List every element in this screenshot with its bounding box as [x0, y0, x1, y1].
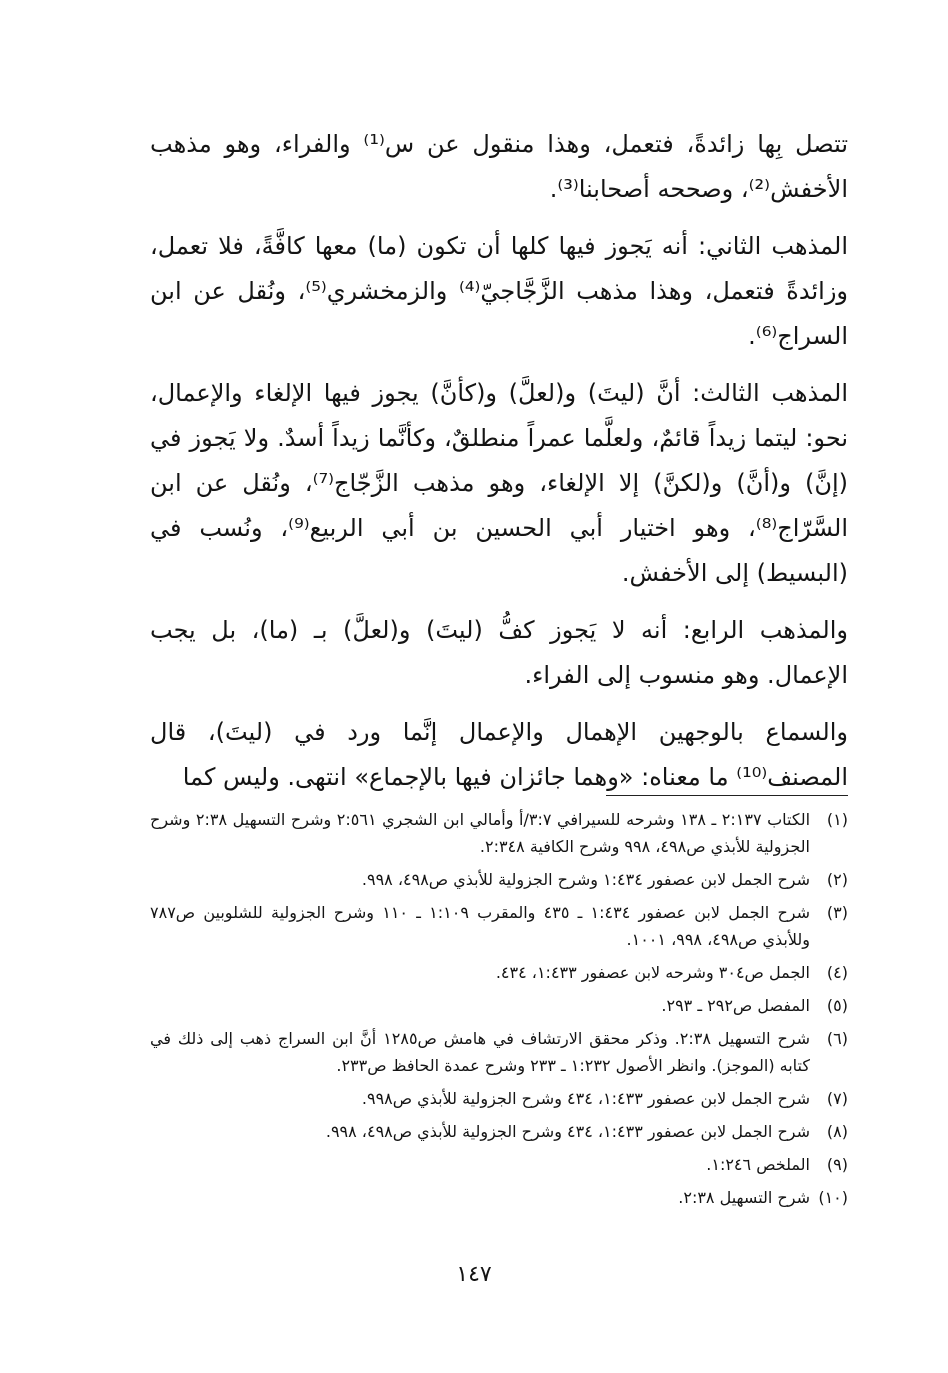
footnote-text: الجمل ص٣٠٤ وشرحه لابن عصفور ١:٤٣٣، ٤٣٤.	[495, 963, 810, 982]
footnote-number: (٢)	[826, 870, 848, 889]
footnote-text: شرح الجمل لابن عصفور ١:٤٣٣، ٤٣٤ وشرح الجزولية للأبذي ص٩٩٨.	[361, 1089, 810, 1108]
footnotes	[150, 806, 848, 1217]
footnote-number: (٩)	[826, 1155, 848, 1174]
footnote-item	[150, 992, 848, 1019]
footnote-text: شرح التسهيل ٢:٣٨.	[678, 1188, 810, 1207]
footnote-text: الملخص ١:٢٤٦.	[706, 1155, 810, 1174]
footnote-item	[150, 1151, 848, 1178]
footnote-item	[150, 1025, 848, 1079]
footnote-text: شرح الجمل لابن عصفور ١:٤٣٤ وشرح الجزولية للأبذي ص٤٩٨، ٩٩٨.	[361, 870, 810, 889]
footnote-number: (٤)	[826, 963, 848, 982]
footnote-item	[150, 1184, 848, 1211]
footnote-item	[150, 1085, 848, 1112]
footnote-number: (١)	[826, 810, 848, 829]
footnote-text: شرح الجمل لابن عصفور ١:٤٣٣، ٤٣٤ وشرح الجزولية للأبذي ص٤٩٨، ٩٩٨.	[325, 1122, 810, 1141]
footnote-number: (٣)	[826, 903, 848, 922]
paragraph: تتصل بِها زائدةً، فتعمل، وهذا منقول عن س⁽¹⁾ والفراء، وهو مذهب الأخفش⁽²⁾، وصححه أصحابنا⁽³⁾.	[150, 130, 848, 203]
footnote-number: (٨)	[826, 1122, 848, 1141]
footnote-item	[150, 959, 848, 986]
main-text	[150, 122, 848, 812]
footnote-text: شرح الجمل لابن عصفور ١:٤٣٤ ـ ٤٣٥ والمقرب ١:١٠٩ ـ ١١٠ وشرح الجزولية للشلوبين ص٧٨٧ وللأبذي ص٤٩٨، ٩٩٨، ١٠٠١.	[150, 903, 811, 949]
page-number: ١٤٧	[456, 1262, 492, 1287]
footnote-number: (٧)	[826, 1089, 848, 1108]
footnote-item	[150, 1118, 848, 1145]
paragraph: والسماع بالوجهين الإهمال والإعمال إنَّما ورد في (ليتَ)، قال المصنف⁽¹⁰⁾ ما معناه: «وهما جائزان فيها بالإجماع» انتهى. وليس كما	[150, 718, 848, 791]
footnote-item	[150, 866, 848, 893]
footnote-separator	[606, 795, 848, 796]
paragraph: المذهب الثاني: أنه يَجوز فيها كلها أن تكون (ما) معها كافَّةً، فلا تعمل، وزائدةً فتعمل، وهذا مذهب الزَّجَّاجيّ⁽⁴⁾ والزمخشري⁽⁵⁾، ونُقل عن ابن السراج⁽⁶⁾.	[150, 232, 848, 350]
footnote-item	[150, 899, 848, 953]
footnote-text: الكتاب ٢:١٣٧ ـ ١٣٨ وشرحه للسيرافي ٣:٧/أ وأمالي ابن الشجري ٢:٥٦١ وشرح التسهيل ٢:٣٨ وشرح الجزولية للأبذي ص٤٩٨، ٩٩٨ وشرح الكافية ٢:٣٤٨.	[150, 810, 811, 856]
footnote-number: (١٠)	[818, 1188, 848, 1207]
paragraph: المذهب الثالث: أنَّ (ليتَ) و(لعلَّ) و(كأنَّ) يجوز فيها الإلغاء والإعمال، نحو: ليتما زيداً قائمٌ، ولعلَّما عمراً منطلقٌ، وكأنَّما زيداً أسدٌ. ولا يَجوز في (إنَّ) و(أنَّ) و(لكنَّ) إلا الإلغاء، وهو مذهب الزَّجّاج⁽⁷⁾، ونُقل عن ابن السَّرّاج⁽⁸⁾، وهو اختيار أبي الحسين بن أبي الربيع⁽⁹⁾، ونُسب في (البسيط) إلى الأخفش.	[150, 379, 849, 587]
footnote-text: المفصل ص٢٩٢ ـ ٢٩٣.	[661, 996, 810, 1015]
paragraph: والمذهب الرابع: أنه لا يَجوز كفُّ (ليتَ) و(لعلَّ) بـ (ما)، بل يجب الإعمال. وهو منسوب إلى الفراء.	[150, 616, 848, 689]
footnote-item	[150, 806, 848, 860]
footnote-number: (٥)	[826, 996, 848, 1015]
footnote-text: شرح التسهيل ٢:٣٨. وذكر محقق الارتشاف في هامش ص١٢٨٥ أنَّ ابن السراج ذهب إلى ذلك في كتابه (الموجز). وانظر الأصول ١:٢٣٢ ـ ٢٣٣ وشرح عمدة الحافظ ص٢٣٣.	[150, 1029, 811, 1075]
footnote-number: (٦)	[826, 1029, 848, 1048]
